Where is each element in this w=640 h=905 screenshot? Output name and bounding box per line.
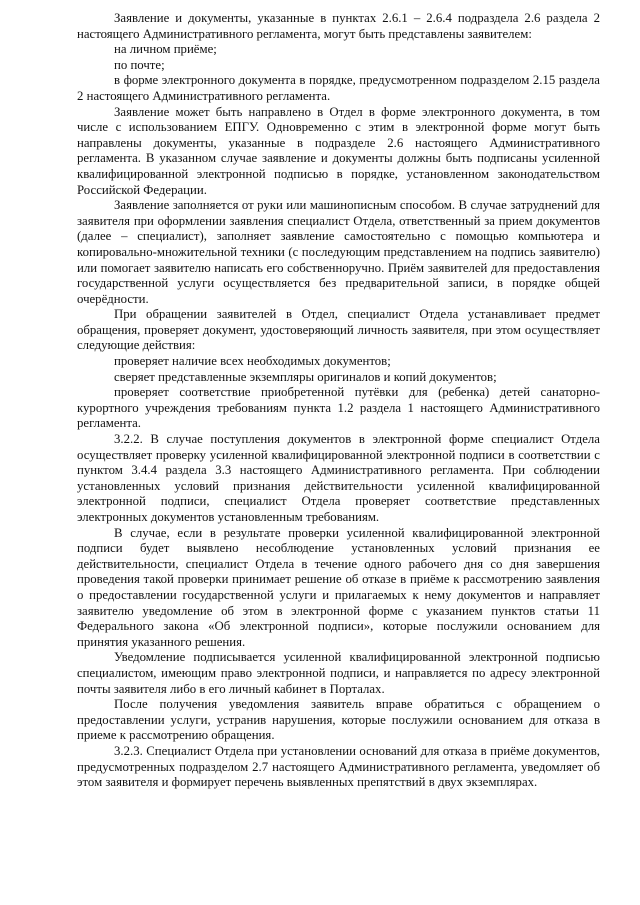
- list-item-check-voucher: проверяет соответствие приобретенной путёвки для (ребенка) детей санаторно-курортного учреждения требованиям пункта 1.2 раздела 1 настоящего Административного регламента.: [77, 385, 600, 431]
- list-item-by-mail: по почте;: [114, 57, 165, 72]
- paragraph-submission-methods: Заявление и документы, указанные в пунктах 2.6.1 – 2.6.4 подраздела 2.6 раздела 2 настоящего Административного регламента, могут быть представлены заявителем:: [77, 11, 600, 41]
- paragraph-electronic-submission: Заявление может быть направлено в Отдел в форме электронного документа, в том числе с использованием ЕПГУ. Одновременно с этим в электронной форме могут быть направлены документы, указанные в подразделе 2.6 настоящего Административного регламента. В указанном случае заявление и документы должны быть подписаны усиленной квалифицированной электронной подписью в порядке, установленном законодательством Российской Федерации.: [77, 104, 600, 197]
- list-item-personal-visit: на личном приёме;: [114, 42, 217, 57]
- paragraph-section-3-2-2: 3.2.2. В случае поступления документов в электронной форме специалист Отдела осуществляет проверку усиленной квалифицированной электронной подписи в соответствии с пунктом 3.4.4 раздела 3.3 настоящего Административного регламента. При соблюдении установленных условий признания действительности усиленной квалифицированной электронной подписи, специалист Отдела проверяет соответствие представленных электронных документов установленным требованиям.: [77, 432, 600, 524]
- list-item-electronic-form: в форме электронного документа в порядке, предусмотренном подразделом 2.15 раздела 2 настоящего Административного регламента.: [77, 73, 600, 103]
- paragraph-signature-invalid: В случае, если в результате проверки усиленной квалифицированной электронной подписи будет выявлено несоблюдение установленных условий признания ее действительности, специалист Отдела в течение одного рабочего дня со дня завершения проведения такой проверки принимает решение об отказе в приёме к рассмотрению заявления о предоставлении государственной услуги и прилагаемых к нему документов и направляет заявителю уведомление об этом в электронной форме с указанием пунктов статьи 11 Федерального закона «Об электронной подписи», которые послужили основанием для принятия указанного решения.: [77, 525, 600, 649]
- paragraph-notification-signed: Уведомление подписывается усиленной квалифицированной электронной подписью специалистом, имеющим право электронной подписи, и направляется по адресу электронной почты заявителя либо в его личный кабинет в Порталах.: [77, 650, 600, 696]
- document-page: [77, 11, 600, 791]
- paragraph-filling-application: Заявление заполняется от руки или машинописным способом. В случае затруднений для заявителя при оформлении заявления специалист Отдела, ответственный за прием документов (далее – специалист), заполняет заявление самостоятельно с помощью компьютера и копировально-множительной техники (с последующим представлением на подпись заявителю) или помогает заявителю написать его собственноручно. Приём заявителей для предоставления государственной услуги осуществляется без предварительной записи, в порядке общей очерёдности.: [77, 198, 600, 306]
- list-item-check-documents: проверяет наличие всех необходимых документов;: [114, 354, 391, 369]
- list-item-compare-copies: сверяет представленные экземпляры оригиналов и копий документов;: [114, 369, 497, 384]
- paragraph-applicant-visit: При обращении заявителей в Отдел, специалист Отдела устанавливает предмет обращения, проверяет документ, удостоверяющий личность заявителя, при этом осуществляет следующие действия:: [77, 307, 600, 353]
- paragraph-section-3-2-3: 3.2.3. Специалист Отдела при установлении оснований для отказа в приёме документов, предусмотренных подразделом 2.7 настоящего Административного регламента, уведомляет об этом заявителя и формирует перечень выявленных препятствий в двух экземплярах.: [77, 743, 600, 790]
- paragraph-after-notification: После получения уведомления заявитель вправе обратиться с обращением о предоставлении услуги, устранив нарушения, которые послужили основанием для отказа в приеме к рассмотрению обращения.: [77, 697, 600, 743]
